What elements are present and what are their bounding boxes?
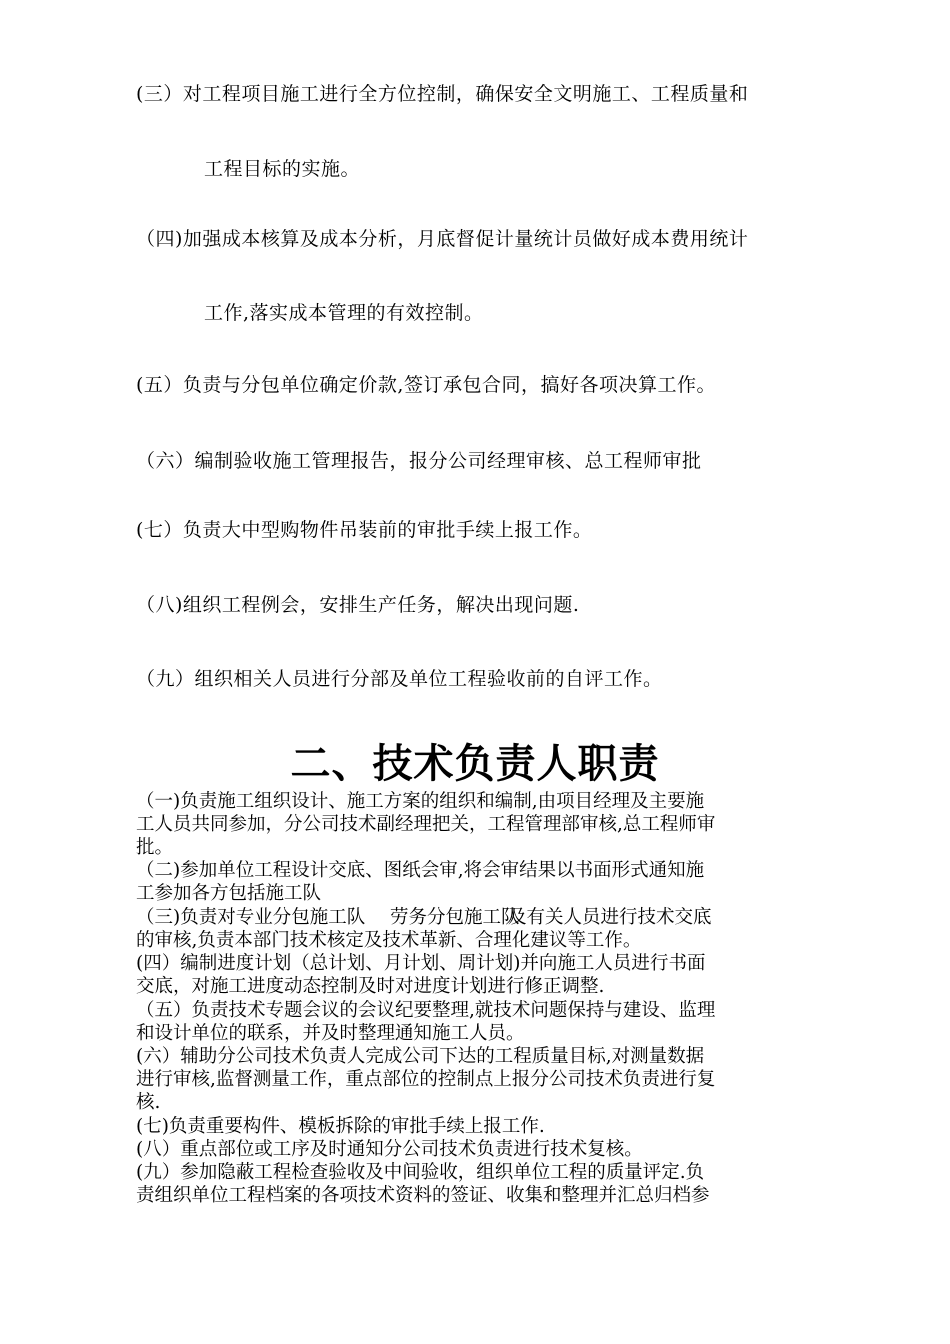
tech-duty-line: 工参加各方包括施工队 <box>136 883 322 904</box>
tech-duty-line-fragment: 劳务分包施工队 <box>390 907 520 928</box>
tech-duty-line: (九）参加隐蔽工程检查验收及中间验收，组织单位工程的质量评定.负 <box>136 1162 705 1183</box>
duty-item-4: （四)加强成本核算及成本分析，月底督促计量统计员做好成本费用统计 <box>136 228 749 250</box>
tech-duty-line: (四）编制进度计划（总计划、月计划、周计划)并向施工人员进行书面 <box>136 953 706 974</box>
tech-duty-line-fragment: 及有关人员进行技术交底 <box>508 907 712 928</box>
tech-duty-line: （一)负责施工组织设计、施工方案的组织和编制,由项目经理及主要施 <box>136 791 705 812</box>
duty-item-8: （八)组织工程例会，安排生产任务，解决出现问题. <box>136 594 580 616</box>
tech-duty-line: （二)参加单位工程设计交底、图纸会审,将会审结果以书面形式通知施 <box>136 860 705 881</box>
tech-duty-line: 责组织单位工程档案的各项技术资料的签证、收集和整理并汇总归档参 <box>136 1185 710 1206</box>
section-heading: 二、技术负责人职责 <box>290 741 660 787</box>
duty-item-6: （六）编制验收施工管理报告，报分公司经理审核、总工程师审批 <box>136 450 702 472</box>
duty-item-9: （九）组织相关人员进行分部及单位工程验收前的自评工作。 <box>136 668 663 690</box>
tech-duty-line: 工人员共同参加，分公司技术副经理把关，工程管理部审核,总工程师审 <box>136 814 716 835</box>
tech-duty-line: 交底，对施工进度动态控制及时对进度计划进行修正调整. <box>136 976 605 997</box>
tech-duty-line: (七)负责重要构件、模板拆除的审批手续上报工作. <box>136 1116 545 1137</box>
tech-duty-line: (六）辅助分公司技术负责人完成公司下达的工程质量目标,对测量数据 <box>136 1046 705 1067</box>
tech-duty-line: 进行审核,监督测量工作，重点部位的控制点上报分公司技术负责进行复 <box>136 1069 716 1090</box>
duty-item-3-continued: 工程目标的实施。 <box>204 158 361 180</box>
duty-item-3: (三）对工程项目施工进行全方位控制，确保安全文明施工、工程质量和 <box>136 83 749 105</box>
tech-duty-line: （三)负责对专业分包施工队 <box>136 907 366 928</box>
tech-duty-line: 和设计单位的联系，并及时整理通知施工人员。 <box>136 1023 525 1044</box>
duty-item-5: (五）负责与分包单位确定价款,签订承包合同，搞好各项决算工作。 <box>136 374 716 396</box>
duty-item-4-continued: 工作,落实成本管理的有效控制。 <box>204 302 484 324</box>
tech-duty-line: 的审核,负责本部门技术核定及技术革新、合理化建议等工作。 <box>136 930 642 951</box>
tech-duty-line: （五）负责技术专题会议的会议纪要整理,就技术问题保持与建设、监理 <box>136 1000 716 1021</box>
duty-item-7: (七）负责大中型购物件吊装前的审批手续上报工作。 <box>136 519 593 541</box>
tech-duty-line: (八）重点部位或工序及时通知分公司技术负责进行技术复核。 <box>136 1139 643 1160</box>
tech-duty-line: 核. <box>136 1092 161 1113</box>
tech-duty-line: 批。 <box>136 837 174 858</box>
